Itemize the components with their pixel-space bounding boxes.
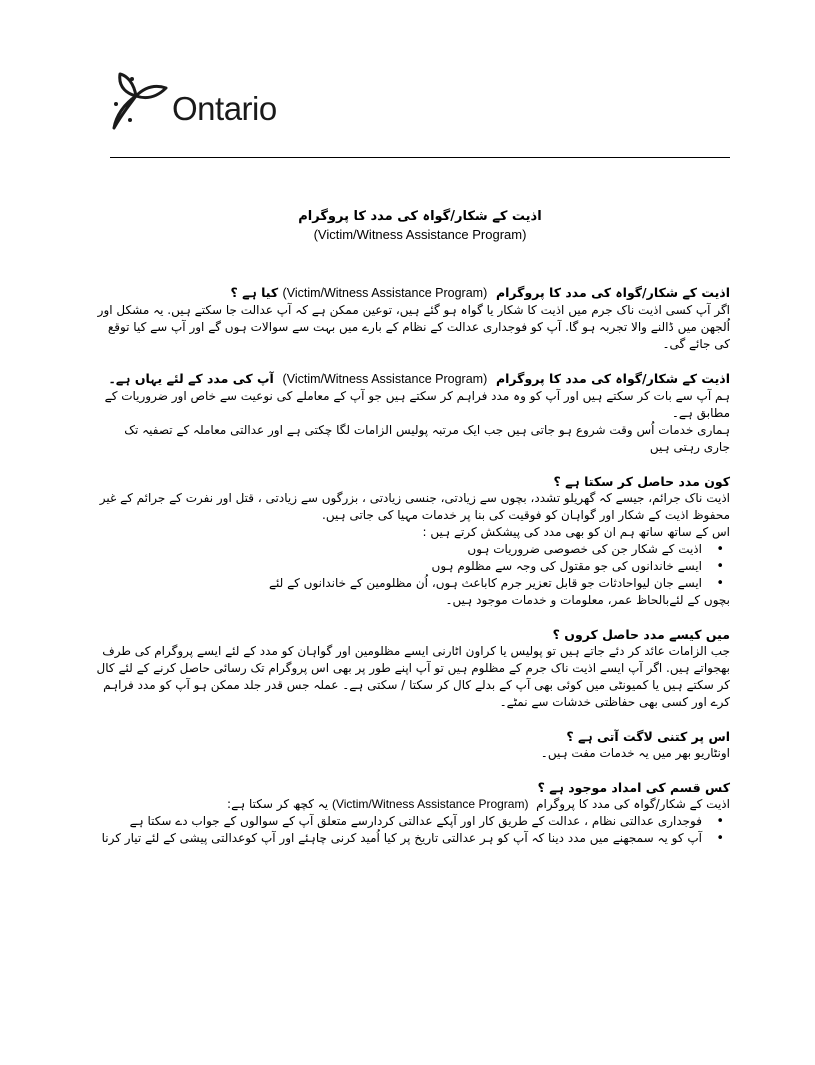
section-what-is bbox=[96, 284, 730, 353]
section-heading: اس پر کتنی لاگت آتی ہے ؟ bbox=[566, 729, 730, 744]
list-item: • فوجداری عدالتی نظام ، عدالت کے طریق کار اور آپکے عدالتی کردارسے متعلق آپ کے سوالوں کے جواب دے سکتا ہے bbox=[96, 813, 730, 830]
heading-urdu-suffix: آپ کی مدد کے لئے یہاں ہے۔ bbox=[108, 371, 274, 386]
trillium-icon bbox=[110, 70, 170, 132]
title-urdu: اذیت کے شکار/گواہ کی مدد کا پروگرام bbox=[298, 209, 542, 224]
intro-urdu: اذیت کے شکار/گواہ کی مدد کا پروگرام bbox=[536, 797, 730, 811]
document-body bbox=[96, 284, 730, 864]
ontario-wordmark: Ontario bbox=[172, 90, 277, 127]
intro-urdu-suffix: یہ کچھ کر سکتا ہے: bbox=[227, 797, 329, 811]
paragraph: اونٹاریو بھر میں یہ خدمات مفت ہیں۔ bbox=[540, 746, 730, 760]
section-heading: میں کیسے مدد حاصل کروں ؟ bbox=[552, 627, 730, 642]
heading-urdu: اذیت کے شکار/گواہ کی مدد کا پروگرام bbox=[495, 285, 730, 300]
paragraph: جب الزامات عائد کر دئے جاتے ہیں تو پولیس یا کراون اٹارنی ایسے مظلومین اور گواہان کو مدد کے لئے ایسے پروگرام کی طرف بھجواتے ہیں. اگر آپ ایسے اذیت ناک جرم کے مظلوم ہیں تو آپ اپنے طور پر بھی اس پروگرام تک رسائی حاصل کرنے کے لئے کال کر سکتے ہیں یا کمیونٹی میں کوئی بھی آپ کے بدلے کال کر سکتا / سکتی ہے۔ عملہ جس قدر جلد ممکن ہو آپ کو مدد فراہم کرے اور کسی بھی حفاظتی خدشات سے نمٹے۔ bbox=[96, 644, 730, 709]
bullet-list bbox=[96, 541, 730, 592]
paragraph: اذیت ناک جرائم، جیسے کہ گھریلو تشدد، بچوں سے زیادتی، جنسی زیادتی ، بزرگوں سے زیادتی ، قتل اور نفرت کے جرائم کے غیر محفوظ اذیت کے شکار اور گواہان کو فوقیت کی بنا پر خدمات مہیا کی جاتی ہیں. bbox=[99, 491, 730, 522]
section-how-to-get-help bbox=[96, 626, 730, 711]
heading-urdu-suffix: کیا ہے ؟ bbox=[230, 285, 279, 300]
list-item: • ایسے خاندانوں کی جو مقتول کی وجہ سے مظلوم ہوں bbox=[96, 558, 730, 575]
header-divider bbox=[110, 157, 730, 158]
paragraph: ہم آپ سے بات کر سکتے ہیں اور آپ کو وہ مدد فراہم کر سکتے ہیں جو آپ کے معاملے کی نوعیت سے خاص اور ضروریات کے مطابق ہے۔ bbox=[104, 389, 730, 420]
list-item: • ایسے جان لیواحادثات جو قابل تعزیر جرم کاباعث ہوں، اُن مظلومین کے خاندانوں کے لئے bbox=[96, 575, 730, 592]
title-english: (Victim/Witness Assistance Program) bbox=[313, 227, 527, 242]
paragraph: اس کے ساتھ ساتھ ہم ان کو بھی مدد کی پیشکش کرتے ہیں : bbox=[422, 525, 730, 539]
section-types-of-help bbox=[96, 779, 730, 847]
list-item: • آپ کو یہ سمجھنے میں مدد دینا کہ آپ کو ہر عدالتی تاریخ پر کیا اُمید کرنی چاہئے اور آپ کوعدالتی پیشی کے لئے تیار کرنا bbox=[96, 830, 730, 847]
intro-english: (Victim/Witness Assistance Program) bbox=[331, 797, 529, 811]
paragraph: بچوں کے لئےبالحاظ عمر، معلومات و خدمات موجود ہیں۔ bbox=[445, 593, 730, 607]
section-heading: کس قسم کی امداد موجود ہے ؟ bbox=[537, 780, 730, 795]
paragraph bbox=[96, 796, 730, 813]
section-heading bbox=[96, 284, 730, 302]
ontario-logo bbox=[110, 70, 295, 132]
bullet-list bbox=[96, 813, 730, 847]
page-title bbox=[110, 208, 730, 244]
paragraph: اگر آپ کسی اذیت ناک جرم میں اذیت کا شکار یا گواہ ہو گئے ہیں، توعین ممکن ہے کہ آپ عدالت جا سکتے ہیں. یہ مشکل اور اُلجھن میں ڈالنے والا تجربہ ہو گا. آپ کو فوجداری عدالت کے نظام کے بارے میں بہت سے سوالات ہوں گے اور آپ سے کیا توقع کی جائے گی۔ bbox=[97, 303, 730, 351]
section-cost bbox=[96, 728, 730, 762]
section-who-can-get-help bbox=[96, 473, 730, 609]
heading-english: (Victim/Witness Assistance Program) bbox=[282, 286, 488, 300]
heading-english: (Victim/Witness Assistance Program) bbox=[282, 372, 488, 386]
heading-urdu: اذیت کے شکار/گواہ کی مدد کا پروگرام bbox=[495, 371, 730, 386]
section-here-to-help bbox=[96, 370, 730, 456]
list-item: • اذیت کے شکار جن کی خصوصی ضروریات ہوں bbox=[96, 541, 730, 558]
section-heading bbox=[96, 370, 730, 388]
paragraph: ہماری خدمات اُس وقت شروع ہو جاتی ہیں جب ایک مرتبہ پولیس الزامات لگا چکتی ہے اور عدالتی معاملہ کے تصفیہ تک جاری رہتی ہیں bbox=[124, 423, 730, 454]
section-heading: کون مدد حاصل کر سکتا ہے ؟ bbox=[553, 474, 730, 489]
